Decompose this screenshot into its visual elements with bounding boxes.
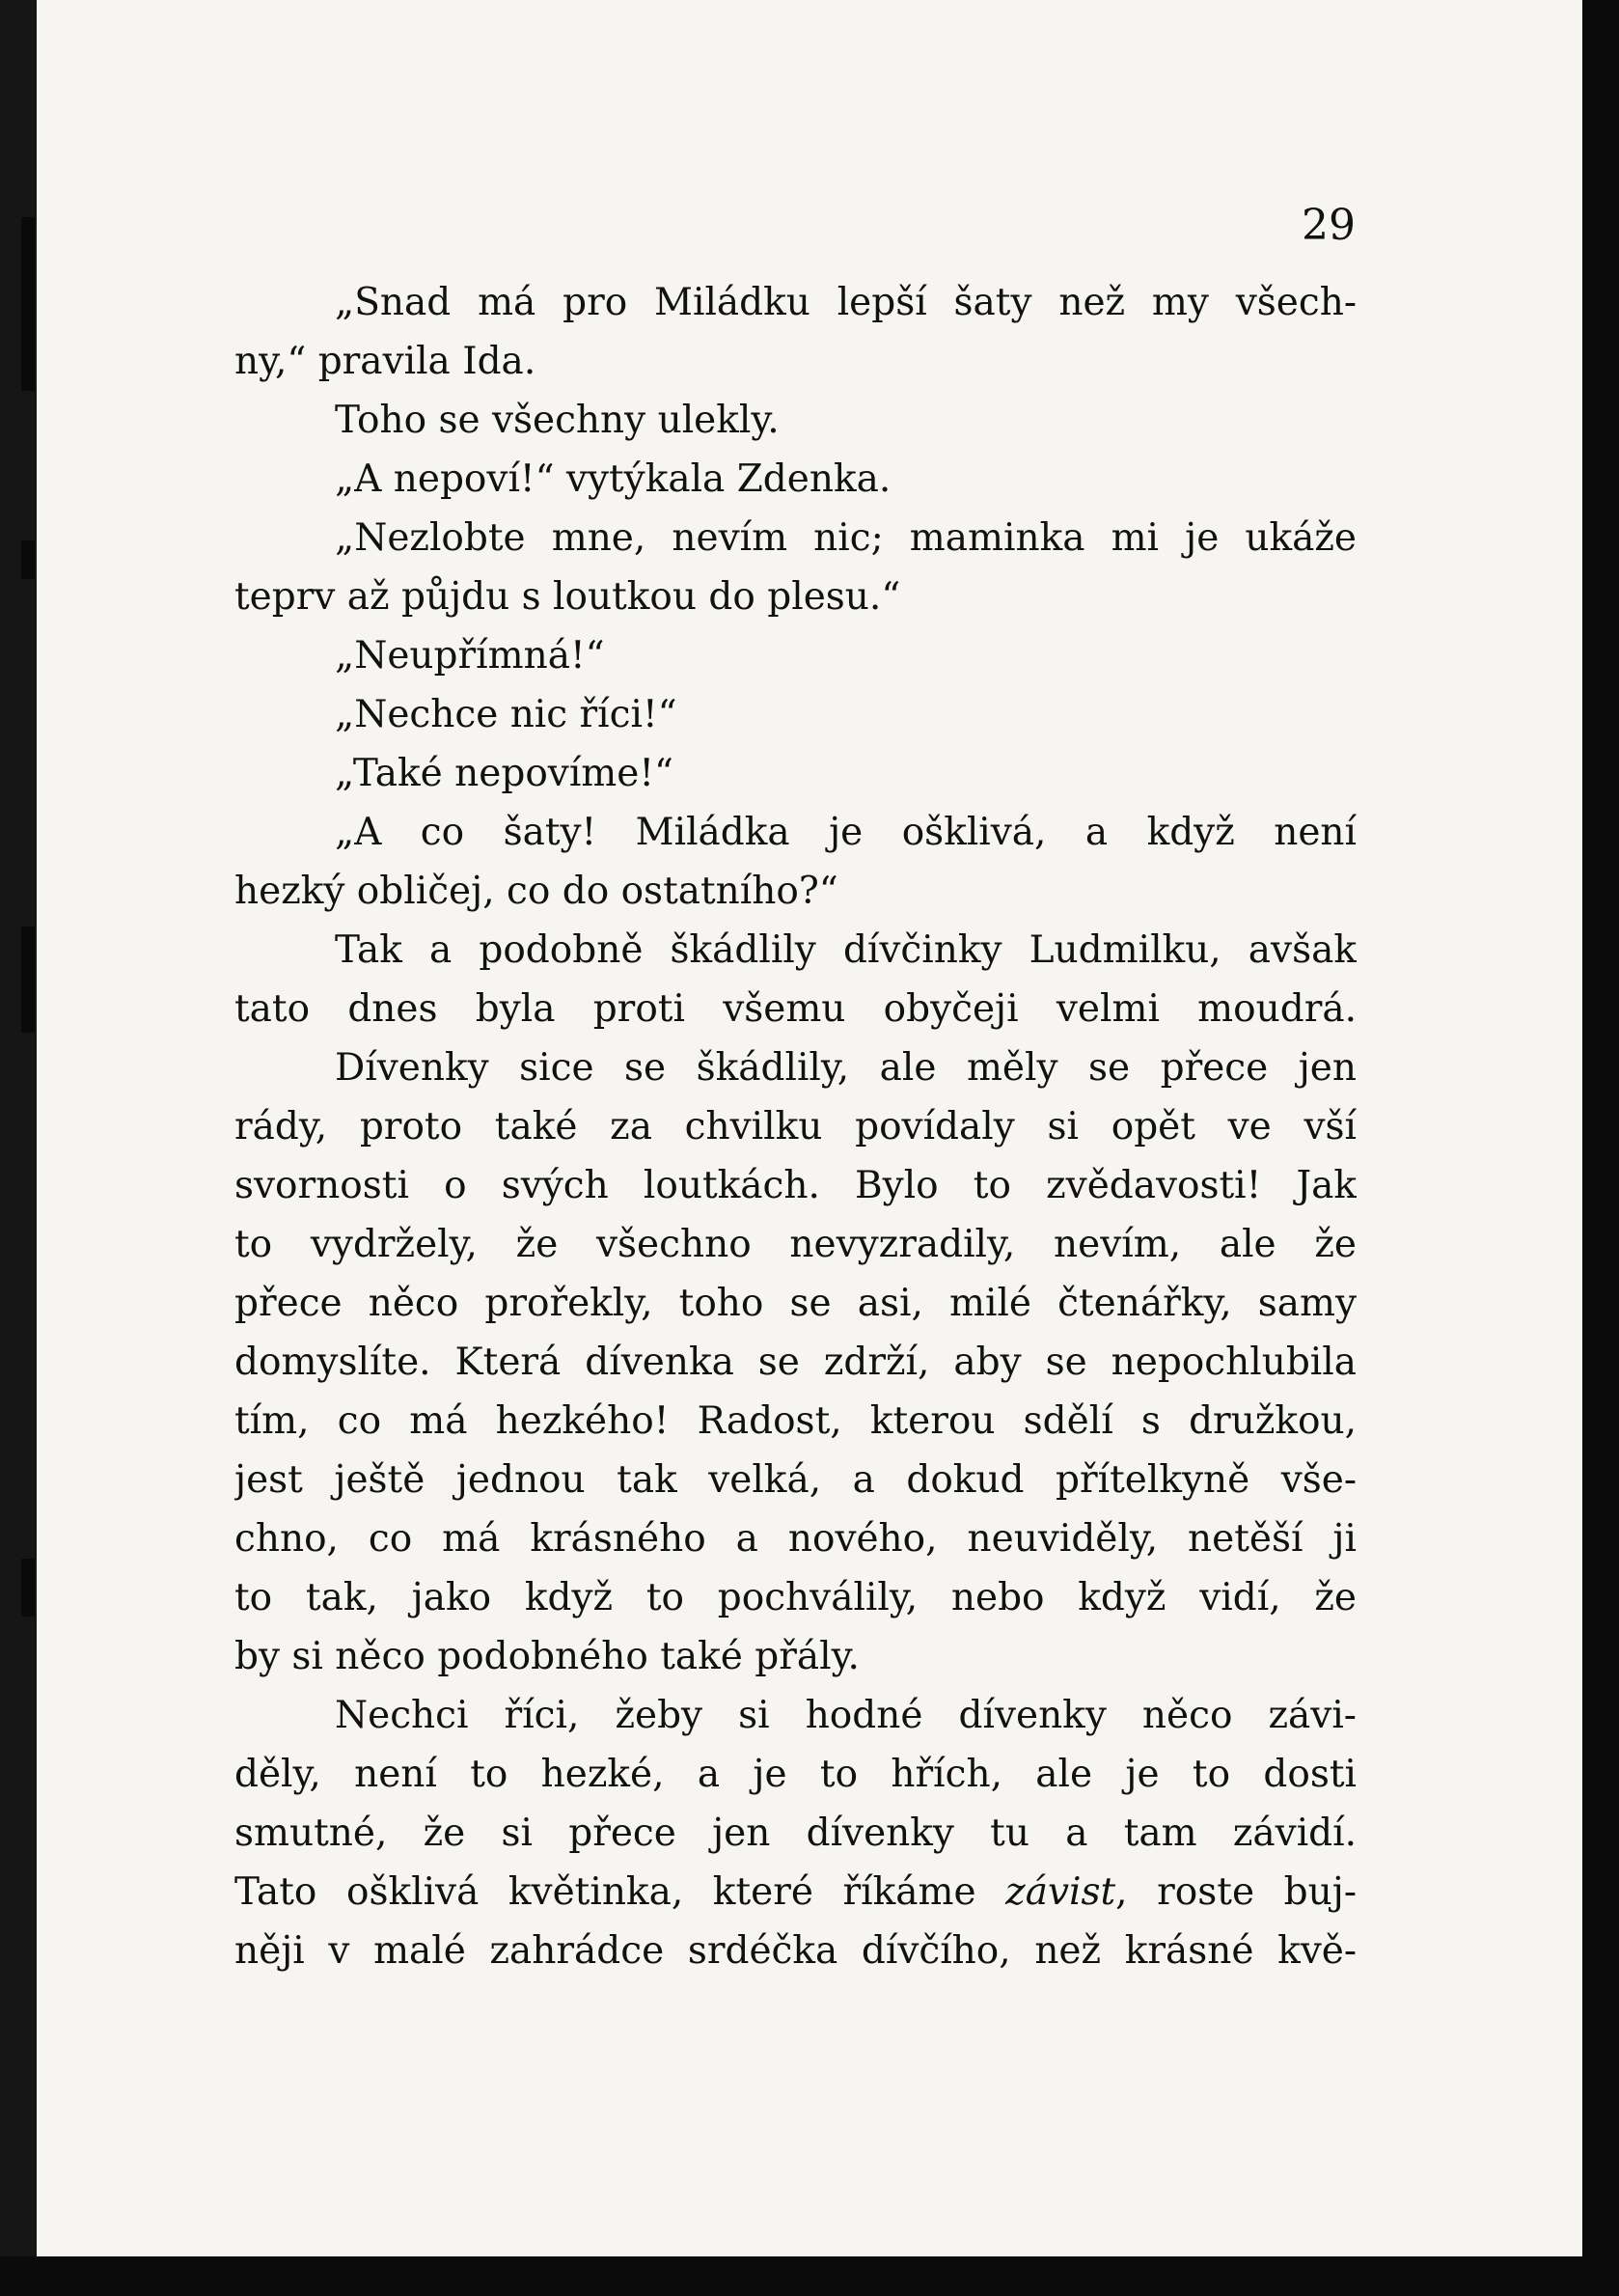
text-line: tím, co má hezkého! Radost, kterou sdělí s družkou, — [234, 1399, 1357, 1443]
text-line: přece něco prořekly, toho se asi, milé čtenářky, samy — [234, 1282, 1357, 1325]
body-text — [234, 273, 1357, 1980]
binding-mark — [21, 540, 35, 579]
text-line: hezký obličej, co do ostatního?“ — [234, 870, 838, 913]
text-line: to vydržely, že všechno nevyzradily, nevím, ale že — [234, 1223, 1357, 1266]
text-line: něji v malé zahrádce srdéčka dívčího, než krásné kvě- — [234, 1929, 1357, 1973]
text-line: ny,“ pravila Ida. — [234, 340, 536, 383]
binding-mark — [21, 927, 35, 1033]
text-line: by si něco podobného také přály. — [234, 1635, 860, 1678]
text-segment: , roste buj- — [1115, 1870, 1357, 1914]
text-line: tato dnes byla proti všemu obyčeji velmi moudrá. — [234, 987, 1357, 1031]
text-line: Tak a podobně škádlily dívčinky Ludmilku, avšak — [335, 928, 1357, 972]
text-line: svornosti o svých loutkách. Bylo to zvědavosti! Jak — [234, 1164, 1357, 1207]
text-line: „Také nepovíme!“ — [335, 752, 673, 795]
text-line: „Nechce nic říci!“ — [335, 693, 677, 736]
text-line: Dívenky sice se škádlily, ale měly se přece jen — [335, 1046, 1357, 1090]
scan-bottom-edge — [0, 2256, 1619, 2296]
text-segment: Tato ošklivá květinka, které říkáme — [234, 1870, 976, 1914]
binding-mark — [21, 217, 35, 391]
text-line: „Snad má pro Miládku lepší šaty než my všech- — [335, 281, 1357, 324]
text-line: „A co šaty! Miládka je ošklivá, a když není — [335, 811, 1357, 854]
text-line: „A nepoví!“ vytýkala Zdenka. — [335, 457, 892, 501]
text-line: domyslíte. Která dívenka se zdrží, aby se nepochlubila — [234, 1341, 1357, 1384]
binding-mark — [21, 1559, 35, 1617]
text-line: Nechci říci, žeby si hodné dívenky něco závi- — [335, 1694, 1357, 1737]
text-line: jest ještě jednou tak velká, a dokud přítelkyně vše- — [234, 1458, 1357, 1502]
italic-word: závist — [1005, 1870, 1116, 1914]
text-line — [234, 1863, 1357, 1922]
text-line: chno, co má krásného a nového, neuviděly, netěší ji — [234, 1517, 1357, 1561]
text-line: „Neupřímná!“ — [335, 634, 605, 678]
text-line: Toho se všechny ulekly. — [335, 399, 780, 442]
text-line: teprv až půjdu s loutkou do plesu.“ — [234, 575, 901, 619]
scan-right-edge — [1582, 0, 1619, 2296]
text-line: rády, proto také za chvilku povídaly si opět ve vší — [234, 1105, 1357, 1148]
page-number: 29 — [1302, 201, 1356, 250]
text-line: to tak, jako když to pochválily, nebo když vidí, že — [234, 1576, 1357, 1619]
text-line: „Nezlobte mne, nevím nic; maminka mi je ukáže — [335, 516, 1357, 560]
text-line: děly, není to hezké, a je to hřích, ale je to dosti — [234, 1753, 1357, 1796]
text-line: smutné, že si přece jen dívenky tu a tam závidí. — [234, 1812, 1357, 1855]
